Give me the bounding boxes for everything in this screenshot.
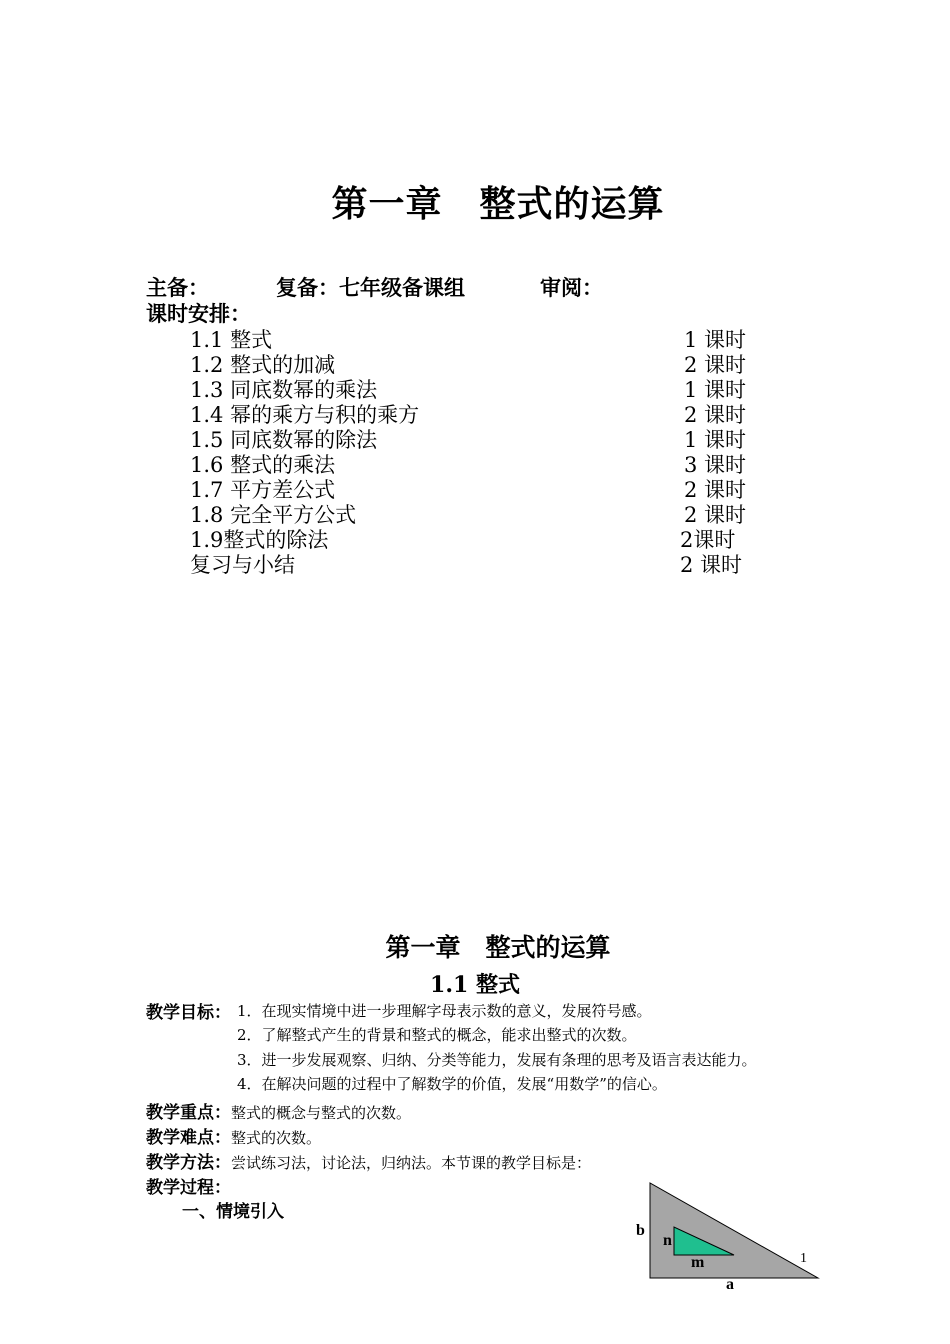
schedule-heading: 课时安排： [146, 301, 251, 326]
schedule-hours: 3 课时 [684, 453, 747, 477]
schedule-name: 1.4 幂的乘方与积的乘方 [190, 403, 420, 427]
key-point-label: 教学重点： [146, 1103, 231, 1123]
label-b: b [636, 1222, 645, 1239]
objective-item: 1．在现实情境中进一步理解字母表示数的意义，发展符号感。 [237, 1002, 652, 1020]
schedule-row [190, 349, 750, 377]
schedule-hours: 2 课时 [680, 553, 743, 577]
second-prep-label: 复备：七年级备课组 [276, 275, 465, 300]
schedule-hours: 1 课时 [684, 378, 747, 402]
process-label: 教学过程： [146, 1178, 231, 1198]
main-prep-label: 主备： [146, 275, 209, 300]
label-m: m [691, 1254, 705, 1271]
schedule-hours: 2 课时 [684, 503, 747, 527]
difficulty-row [146, 1123, 321, 1148]
difficulty-label: 教学难点： [146, 1128, 231, 1148]
schedule-row [190, 324, 750, 352]
objectives-label: 教学目标： [146, 1003, 231, 1023]
objective-item: 4．在解决问题的过程中了解数学的价值，发展“用数学”的信心。 [237, 1075, 667, 1093]
schedule-hours: 2 课时 [684, 403, 747, 427]
schedule-row [190, 499, 750, 527]
process-row [146, 1173, 231, 1198]
key-point-text: 整式的概念与整式的次数。 [231, 1104, 412, 1122]
key-point-row [146, 1098, 411, 1123]
schedule-hours: 2 课时 [684, 353, 747, 377]
schedule-name: 1.9整式的除法 [190, 528, 329, 552]
method-row [146, 1148, 591, 1173]
objectives-row [146, 998, 231, 1023]
schedule-hours: 1 课时 [684, 328, 747, 352]
schedule-row [190, 549, 750, 577]
lesson-section-title: 1.1 整式 [430, 972, 520, 998]
schedule-name: 1.7 平方差公式 [190, 478, 336, 502]
method-label: 教学方法： [146, 1153, 231, 1173]
schedule-name: 复习与小结 [190, 553, 295, 577]
schedule-name: 1.5 同底数幂的除法 [190, 428, 378, 452]
chapter-title: 第一章 整式的运算 [331, 183, 665, 225]
schedule-hours: 2 课时 [684, 478, 747, 502]
difficulty-text: 整式的次数。 [231, 1129, 322, 1147]
lesson-chapter-title: 第一章 整式的运算 [385, 933, 611, 962]
label-n: n [663, 1232, 672, 1249]
schedule-name: 1.8 完全平方公式 [190, 503, 357, 527]
schedule-row [190, 374, 750, 402]
schedule-name: 1.6 整式的乘法 [190, 453, 336, 477]
method-text: 尝试练习法，讨论法，归纳法。本节课的教学目标是： [231, 1154, 592, 1172]
schedule-name: 1.3 同底数幂的乘法 [190, 378, 378, 402]
schedule-name: 1.1 整式 [190, 328, 273, 352]
intro-row [182, 1197, 284, 1222]
review-label: 审阅： [540, 275, 603, 300]
objective-item: 2．了解整式产生的背景和整式的概念，能求出整式的次数。 [237, 1026, 637, 1044]
schedule-row [190, 474, 750, 502]
triangle-figure [630, 1175, 830, 1295]
label-a: a [726, 1276, 734, 1293]
intro-label: 一、情境引入 [182, 1202, 284, 1222]
schedule-hours: 1 课时 [684, 428, 747, 452]
page-number: 1 [800, 1251, 807, 1266]
schedule-row [190, 399, 750, 427]
objective-item: 3．进一步发展观察、归纳、分类等能力，发展有条理的思考及语言表达能力。 [237, 1051, 757, 1069]
schedule-name: 1.2 整式的加减 [190, 353, 336, 377]
schedule-row [190, 449, 750, 477]
schedule-row [190, 524, 750, 552]
schedule-row [190, 424, 750, 452]
schedule-hours: 2课时 [680, 528, 736, 552]
